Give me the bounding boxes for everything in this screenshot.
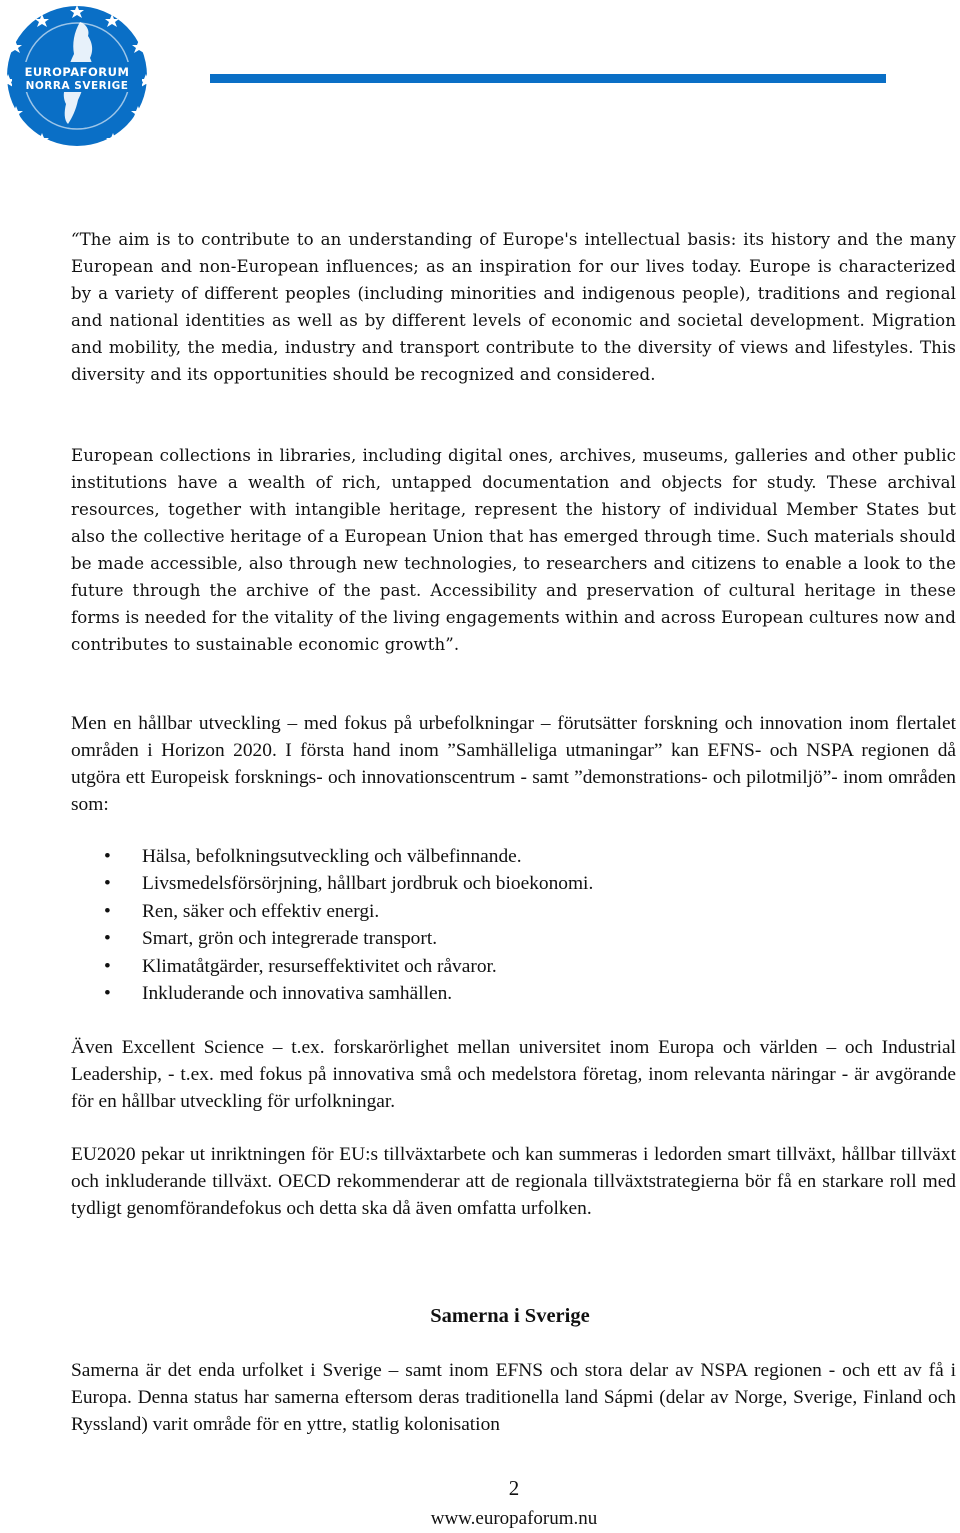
list-item: • Klimatåtgärder, resurseffektivitet och råvaror. [104, 953, 904, 980]
paragraph-eu2020 [71, 1141, 956, 1222]
list-item: • Inkluderande och innovativa samhällen. [104, 980, 904, 1007]
header-bar [210, 74, 886, 83]
paragraph-samerna-text: Samerna är det enda urfolket i Sverige – samt inom EFNS och stora delar av NSPA regionen - och ett av få i Europa. Denna status har samerna eftersom deras traditionella land Sápmi (delar av Norge, Sverige, Finland och Ryssland) varit område för en yttre, statlig kolonisation [71, 1360, 956, 1435]
close-quote: ”. [445, 635, 460, 654]
paragraph-excellent-science-text: Även Excellent Science – t.ex. forskarörlighet mellan universitet inom Europa och världen – och Industrial Leadership, - t.ex. med fokus på innovativa små och medelstora företag, inom relevanta näringar - är avgörande för en hållbar utveckling för urfolkningar. [71, 1037, 956, 1112]
focus-area-list [104, 843, 904, 1007]
page-number: 2 [508, 1476, 520, 1500]
logo-text-line1: EUROPAFORUM [24, 65, 130, 79]
paragraph-excellent-science [71, 1034, 956, 1115]
paragraph-aim-text: The aim is to contribute to an understanding of Europe's intellectual basis: its history and the many European and non-European influences; as an inspiration for our lives today. Europe is characterized by a variety of different peoples (including minorities and indigenous people), traditions and regional and national identities as well as by different levels of economic and societal development. Migration and mobility, the media, industry and transport contribute to the diversity of views and lifestyles. This diversity and its opportunities should be recognized and considered. [71, 230, 956, 384]
logo-text-line2: NORRA SVERIGE [25, 80, 129, 92]
list-item: • Livsmedelsförsörjning, hållbart jordbruk och bioekonomi. [104, 870, 904, 897]
bullet-icon: • [104, 873, 111, 895]
paragraph-eu2020-text: EU2020 pekar ut inriktningen för EU:s tillväxtarbete och kan summeras i ledorden smart tillväxt, hållbar tillväxt och inkluderande tillväxt. OECD rekommenderar att de regionala tillväxtstrategierna bör få en starkare roll med tydligt genomförandefokus och detta ska då även omfatta urfolken. [71, 1144, 956, 1219]
list-item: • Smart, grön och integrerade transport. [104, 925, 904, 952]
paragraph-horizon [71, 710, 956, 818]
open-quote: “ [71, 230, 80, 249]
list-item: • Hälsa, befolkningsutveckling och välbefinnande. [104, 843, 904, 870]
section-title: Samerna i Sverige [430, 1305, 590, 1327]
list-item: • Ren, säker och effektiv energi. [104, 898, 904, 925]
paragraph-samerna [71, 1357, 956, 1438]
bullet-icon: • [104, 900, 111, 922]
footer-url[interactable]: www.europaforum.nu [430, 1508, 598, 1529]
bullet-icon: • [104, 928, 111, 950]
bullet-icon: • [104, 983, 111, 1005]
paragraph-collections-text: European collections in libraries, including digital ones, archives, museums, galleries and other public institutions have a wealth of rich, untapped documentation and objects for study. These archival resources, together with intangible heritage, represent the history of individual Member States but also the collective heritage of a European Union that has emerged through time. Such materials should be made accessible, also through new technologies, to researchers and citizens to enable a look to the future through the archive of the past. Accessibility and preservation of cultural heritage in these forms is needed for the vitality of the living engagements within and across European cultures now and contributes to sustainable economic growth [71, 446, 957, 654]
bullet-icon: • [104, 846, 111, 867]
paragraph-horizon-text: Men en hållbar utveckling – med fokus på urbefolkningar – förutsätter forskning och innovation inom flertalet områden i Horizon 2020. I första hand inom ”Samhälleliga utmaningar” kan EFNS- och NSPA regionen då utgöra ett Europeisk forsknings- och innovationscentrum - samt ”demonstrations- och pilotmiljö”- inom områden som: [71, 713, 956, 815]
paragraph-aim [71, 226, 956, 388]
paragraph-collections [71, 442, 956, 658]
europaforum-logo [2, 0, 152, 152]
bullet-icon: • [104, 955, 111, 977]
